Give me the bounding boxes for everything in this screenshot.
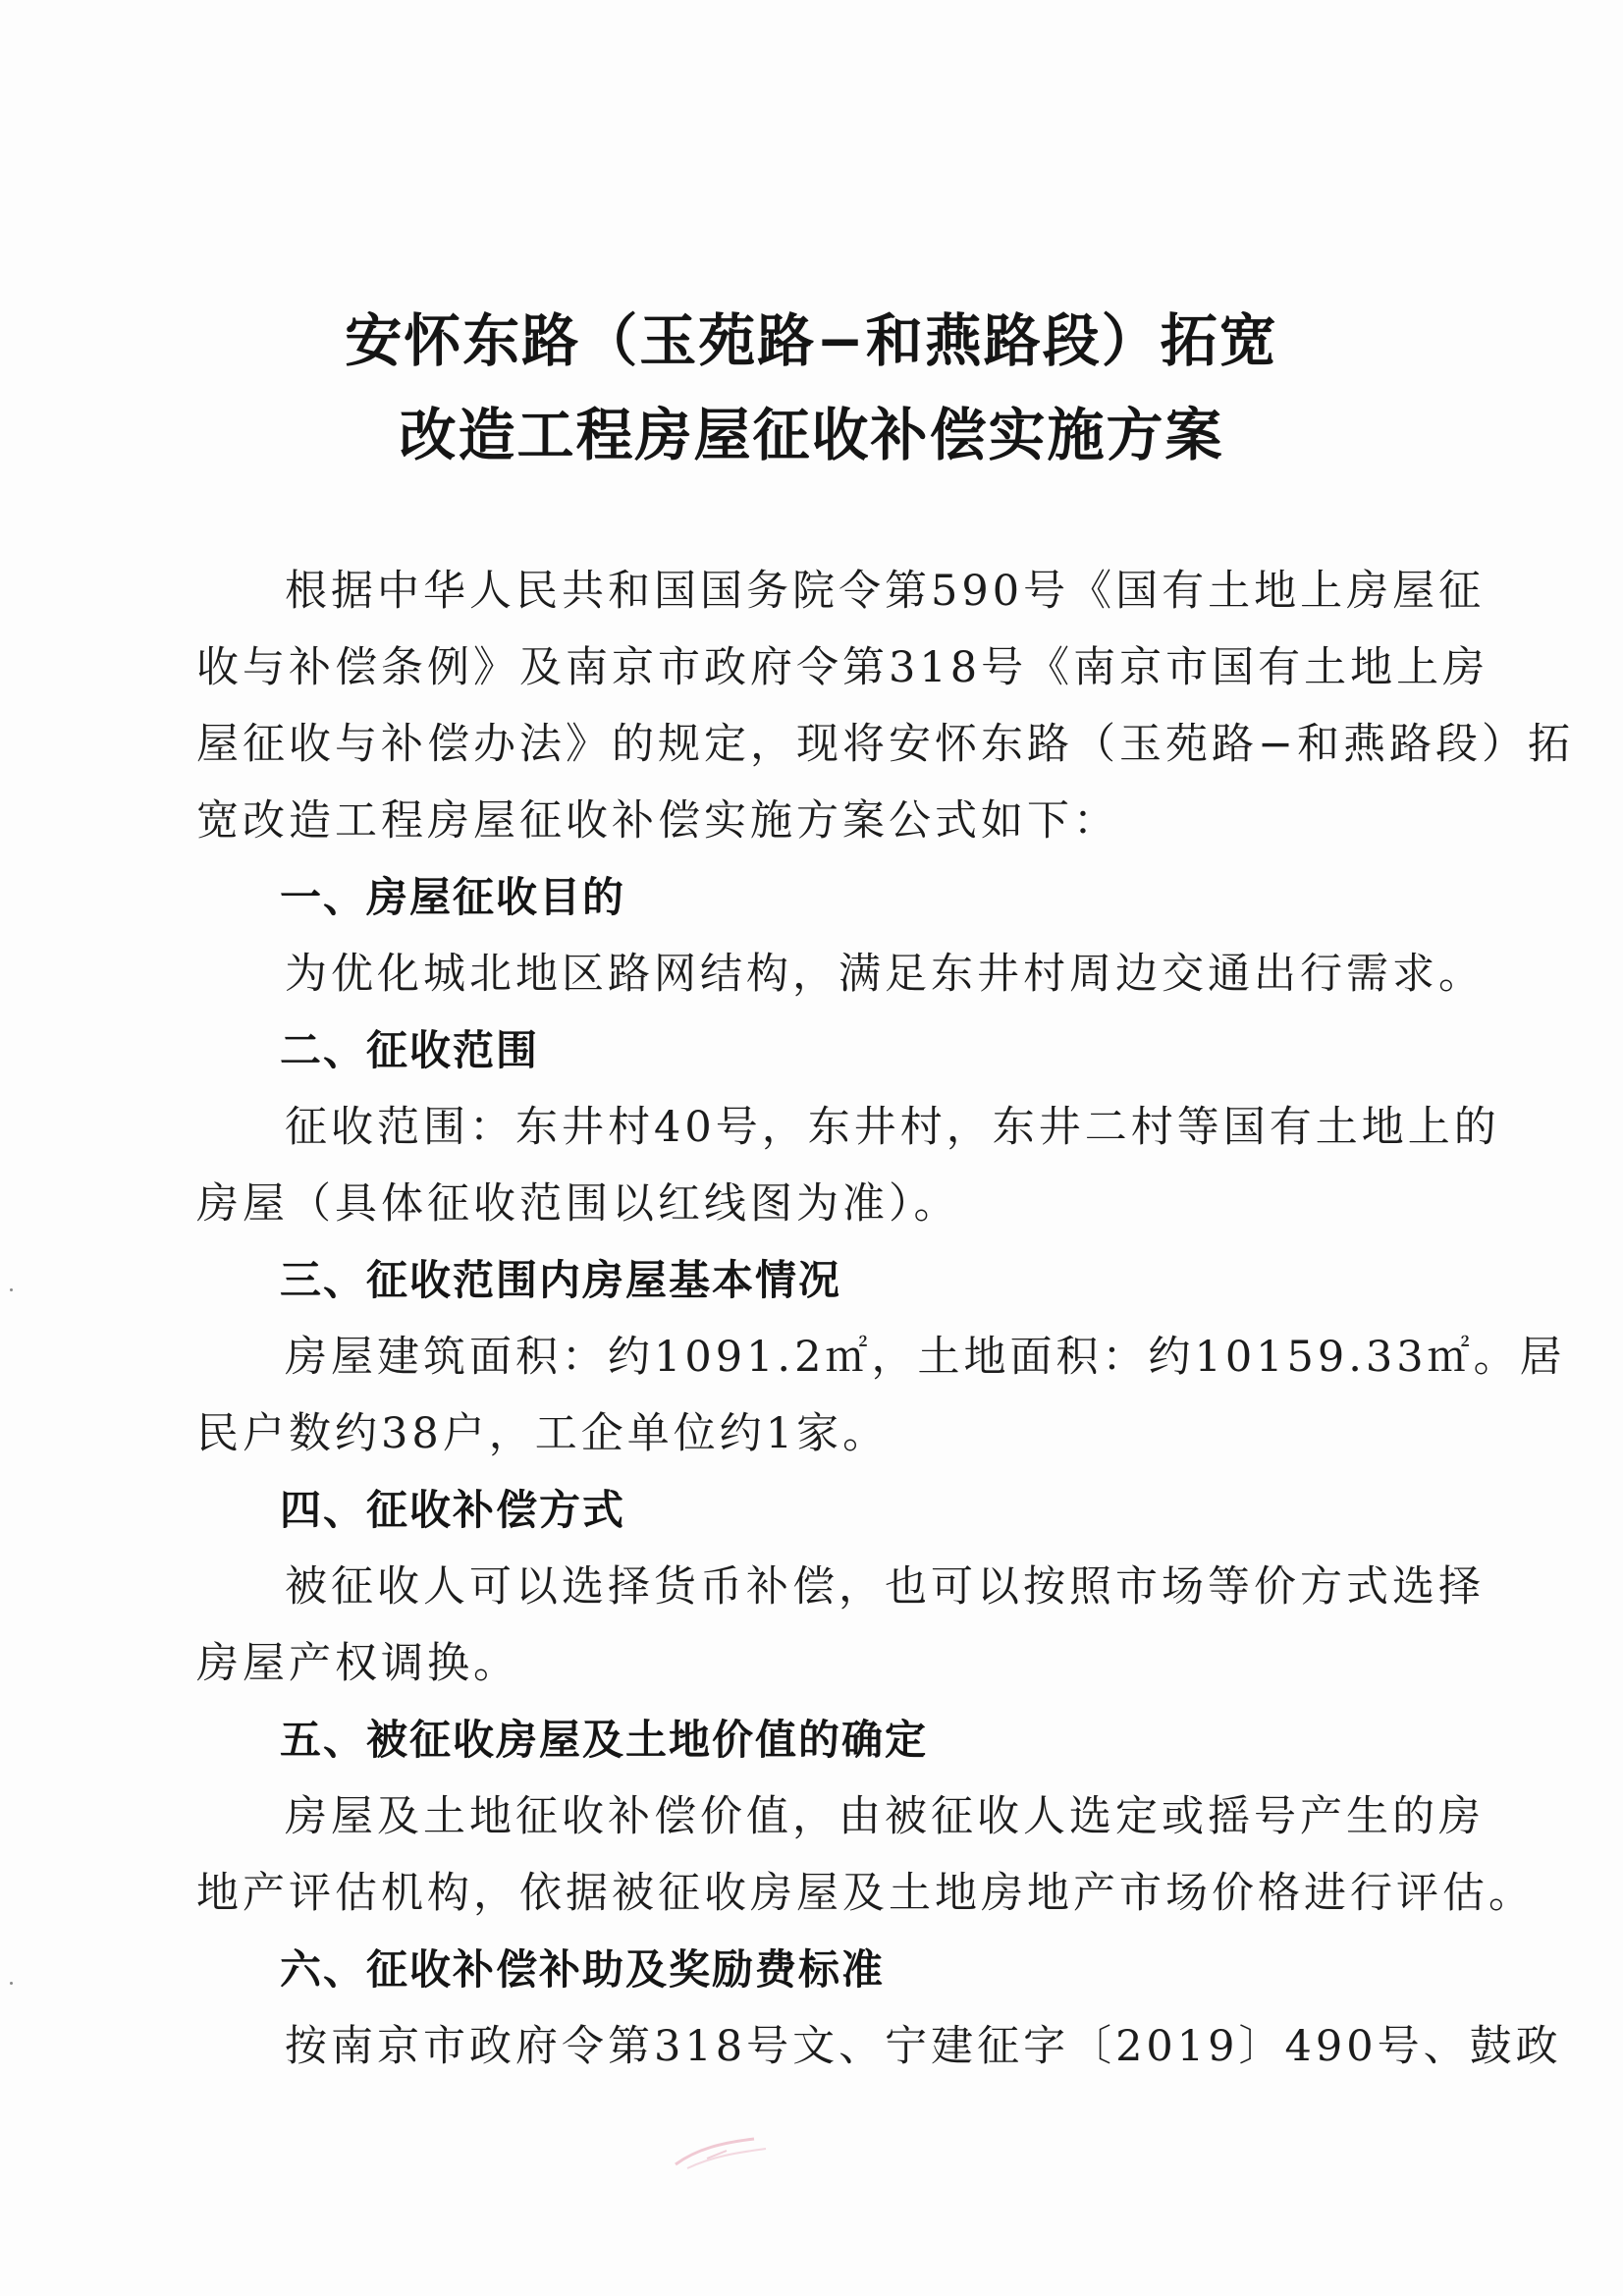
section-5-line-1: 房屋及土地征收补偿价值，由被征收人选定或摇号产生的房 bbox=[285, 1792, 1485, 1841]
intro-line-2: 收与补偿条例》及南京市政府令第318号《南京市国有土地上房 bbox=[196, 643, 1489, 692]
section-4-heading: 四、征收补偿方式 bbox=[280, 1486, 626, 1534]
intro-line-3: 屋征收与补偿办法》的规定，现将安怀东路（玉苑路−和燕路段）拓 bbox=[196, 720, 1575, 769]
section-2-heading: 二、征收范围 bbox=[280, 1026, 540, 1074]
scan-speck bbox=[10, 1288, 13, 1291]
seal-bleed-mark bbox=[668, 2129, 776, 2174]
section-2-line-1: 征收范围：东井村40号，东井村，东井二村等国有土地上的 bbox=[285, 1103, 1500, 1152]
section-3-line-1: 房屋建筑面积：约1091.2㎡，土地面积：约10159.33㎡。居 bbox=[285, 1333, 1566, 1382]
section-4-line-1: 被征收人可以选择货币补偿，也可以按照市场等价方式选择 bbox=[285, 1562, 1485, 1612]
section-5-heading: 五、被征收房屋及土地价值的确定 bbox=[280, 1716, 929, 1764]
section-5-line-2: 地产评估机构，依据被征收房屋及土地房地产市场价格进行评估。 bbox=[196, 1869, 1535, 1918]
section-6-line-1: 按南京市政府令第318号文、宁建征字〔2019〕490号、鼓政 bbox=[285, 2022, 1562, 2071]
section-6-heading: 六、征收补偿补助及奖励费标准 bbox=[280, 1945, 886, 1994]
document-title-line-1: 安怀东路（玉苑路−和燕路段）拓宽 bbox=[345, 307, 1278, 374]
section-1-line-1: 为优化城北地区路网结构，满足东井村周边交通出行需求。 bbox=[285, 950, 1485, 999]
intro-line-4: 宽改造工程房屋征收补偿实施方案公式如下： bbox=[196, 796, 1119, 846]
section-1-heading: 一、房屋征收目的 bbox=[280, 873, 626, 921]
section-4-line-2: 房屋产权调换。 bbox=[196, 1639, 519, 1688]
section-3-heading: 三、征收范围内房屋基本情况 bbox=[280, 1256, 842, 1304]
section-2-line-2: 房屋（具体征收范围以红线图为准）。 bbox=[196, 1179, 960, 1229]
scan-speck bbox=[10, 1982, 13, 1985]
document-title-line-2: 改造工程房屋征收补偿实施方案 bbox=[399, 402, 1224, 468]
intro-line-1: 根据中华人民共和国国务院令第590号《国有土地上房屋征 bbox=[285, 567, 1486, 616]
section-3-line-2: 民户数约38户，工企单位约1家。 bbox=[196, 1409, 890, 1458]
